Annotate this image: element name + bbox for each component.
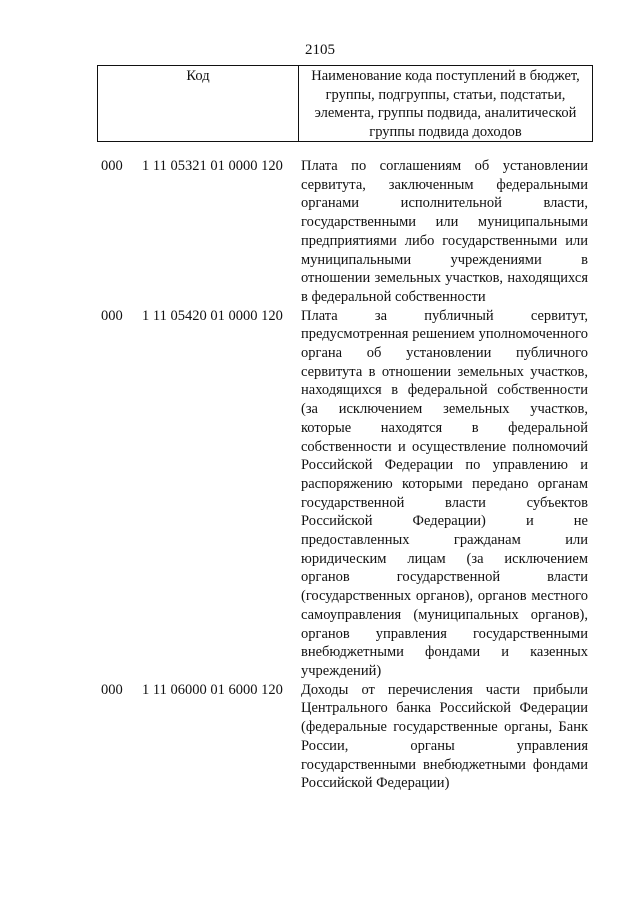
row-description: Доходы от перечисления части прибыли Центрального банка Российской Федерации (федеральные государственные органы, Банк России, органы управления государственными внебюджетными фондами Российской Федерации) (301, 681, 588, 792)
row-description: Плата за публичный сервитут, предусмотренная решением уполномоченного органа об установлении публичного сервитута в отношении земельных участков, находящихся в федеральной собственности (за исключением земельных участков, которые находятся в федеральной собственности и осуществление полномочий Российской Федерации по управлению и распоряжению которыми передано органам государственной власти субъектов Российской Федерации) и не предоставленных гражданам или юридическим лицам (за исключением органов государственной власти (государственных органов), органов местного самоуправления (муниципальных органов), органов управления государственными внебюджетными фондами и казенных учреждений) (301, 307, 588, 679)
income-code-list (0, 157, 640, 793)
table-row (0, 307, 640, 681)
row-income-code: 1 11 06000 01 6000 120 (142, 681, 283, 698)
row-group-code: 000 (101, 307, 123, 324)
row-income-code: 1 11 05420 01 0000 120 (142, 307, 283, 324)
table-row (0, 157, 640, 307)
row-group-code: 000 (101, 681, 123, 698)
header-code-column: Код (98, 66, 299, 141)
header-name-column: Наименование кода поступлений в бюджет, группы, подгруппы, статьи, подстатьи, элемента, группы подвида, аналитической группы подвида доходов (311, 68, 580, 140)
page-number: 2105 (305, 42, 335, 58)
table-header (97, 65, 593, 142)
table-row (0, 681, 640, 793)
row-group-code: 000 (101, 158, 123, 174)
row-income-code: 1 11 05321 01 0000 120 (142, 158, 283, 174)
row-description: Плата по соглашениям об установлении сервитута, заключенным федеральными органами исполнительной власти, государственными или муниципальными предприятиями либо государственными или муниципальными учреждениями в отношении земельных участков, находящихся в федеральной собственности (301, 158, 588, 305)
